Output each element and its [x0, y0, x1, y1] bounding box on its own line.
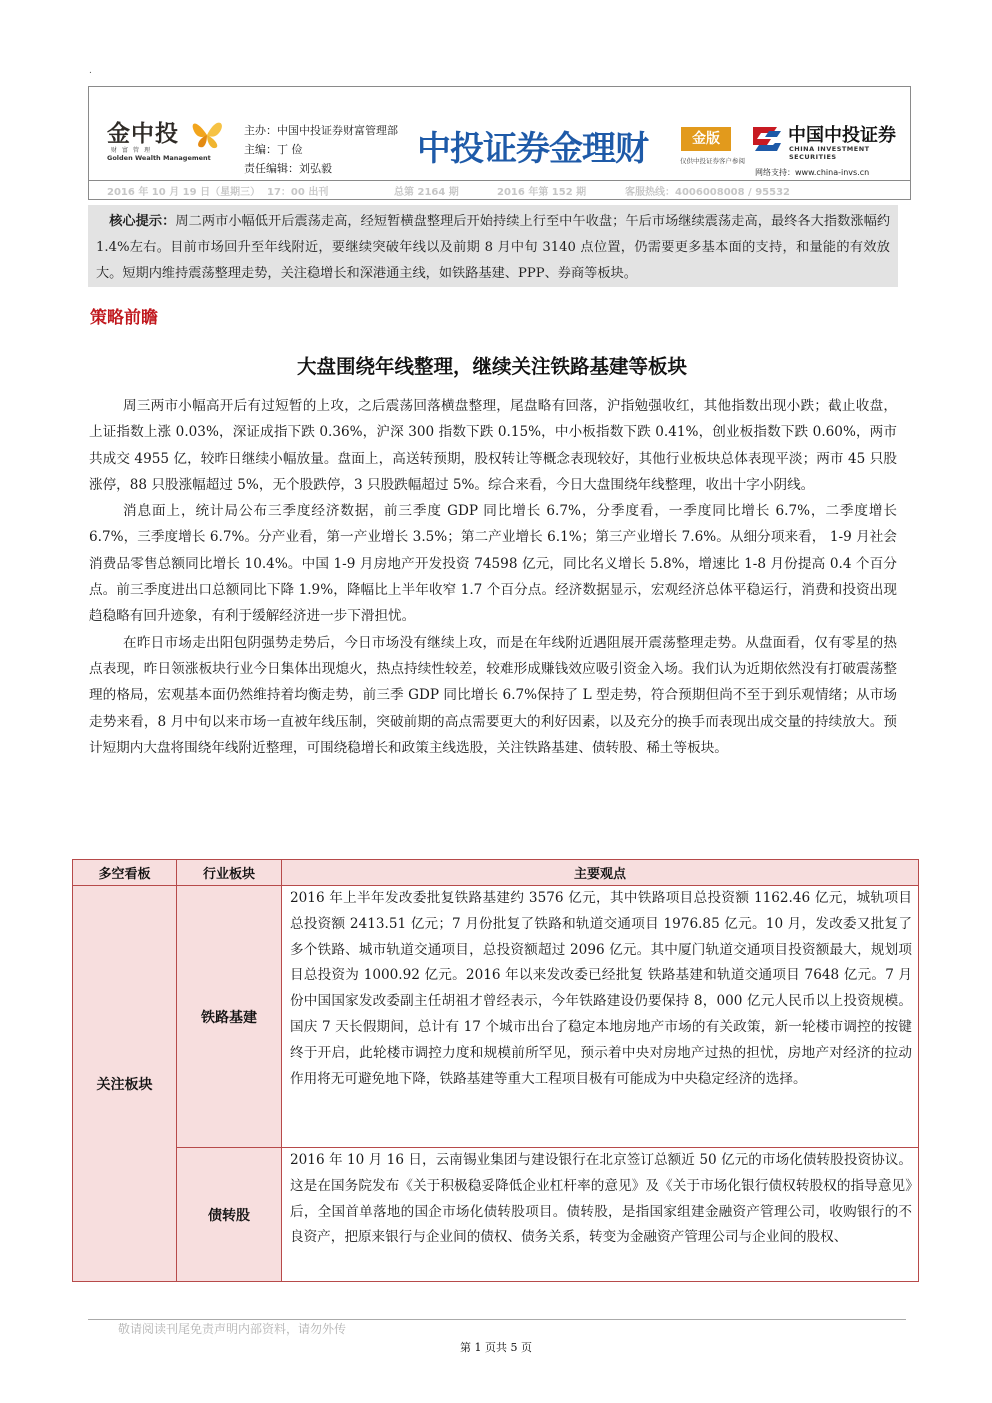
section-title: 策略前瞻 [90, 308, 158, 328]
table-header-row [73, 860, 919, 886]
paragraph: 消息面上，统计局公布三季度经济数据，前三季度 GDP 同比增长 6.7%，分季度看，一季度同比增长 6.7%，二季度增长 6.7%，三季度增长 6.7%。分产业看，第一产业增长 3.5%；第二产业增长 6.1%；第三产业增长 7.6%。从细分项来看， 1-9 月社会消费品零售总额同比增长 10.4%。中国 1-9 月房地产开发投资 74598 亿元，同比名义增长 5.8%，增速比 1-8 月份提高 0.4 个百分点。前三季度进出口总额同比下降 1.9%，降幅比上半年收窄 1.7 个百分点。经济数据显示，宏观经济总体平稳运行，消费和投资出现趋稳略有回升迹象，有利于缓解经济进一步下滑担忧。 [89, 503, 897, 625]
company-name-en: CHINA INVESTMENT SECURITIES [789, 145, 870, 161]
golden-wealth-logo [107, 115, 227, 165]
summary-text: 周二两市小幅低开后震荡走高，经短暂横盘整理后开始持续上行至中午收盘；午后市场继续震荡走高，最终各大指数涨幅约 1.4%左右。目前市场回升至年线附近，要继续突破年线以及前期 8 月中旬 3140 点位置，仍需要更多基本面的支持，和量能的有效放大。短期内维持震荡整理走势，关注稳增长和深港通主线，如铁路基建、PPP、券商等板块。 [96, 214, 891, 281]
core-summary-box [88, 205, 898, 287]
clients-only-note: 仅供中投证券客户参阅 [680, 157, 745, 165]
paragraph: 周三两市小幅高开后有过短暂的上攻，之后震荡回落横盘整理，尾盘略有回落，沪指勉强收红，其他指数出现小跌；截止收盘，上证指数上涨 0.03%，深证成指下跌 0.36%，沪深 300 指数下跌 0.15%，中小板指数下跌 0.41%，创业板指数下跌 0.60%，两市共成交 4955 亿，较昨日继续小幅放量。盘面上，高送转预期，股权转让等概念表现较好，其他行业板块总体表现平淡；两市 45 只股涨停，88 只股涨幅超过 5%，无个股跌停，3 只股跌幅超过 5%。综合来看，今日大盘围绕年线整理，收出十字小阴线。 [89, 398, 897, 493]
issue-time: 17：00 出刊 [267, 187, 329, 198]
sector-view: 2016 年 10 月 16 日，云南锡业集团与建设银行在北京签订总额近 50 亿元的市场化债转股投资协议。这是在国务院发布《关于积极稳妥降低企业杠杆率的意见》及《关于市场化银行债权转股权的指导意见》后，全国首单落地的国企市场化债转股项目。债转股，是指国家组建金融资产管理公司，收购银行的不良资产，把原来银行与企业间的债权、债务关系，转变为金融资产管理公司与企业间的股权、 [282, 1148, 919, 1282]
company-name-cn: 中国中投证券 [788, 125, 896, 146]
cis-emblem-icon [751, 123, 783, 153]
butterfly-icon [187, 113, 227, 153]
paragraph: 在昨日市场走出阳包阴强势走势后，今日市场没有继续上攻，而是在年线附近遇阻展开震荡整理走势。从盘面看，仅有零星的热点表现，昨日领涨板块行业今日集体出现熄火，热点持续性较差，较难形成赚钱效应吸引资金入场。我们认为近期依然没有打破震荡整理的格局，宏观基本面仍然维持着均衡走势，前三季 GDP 同比增长 6.7%保持了 L 型走势，符合预期但尚不至于到乐观情绪；从市场走势来看，8 月中旬以来市场一直被年线压制，突破前期的高点需要更大的利好因素，以及充分的换手而表现出成交量的持续放大。预计短期内大盘将围绕年线附近整理，可围绕稳增长和政策主线选股，关注铁路基建、债转股、稀土等板块。 [89, 634, 897, 756]
service-hotline: 客服热线：4006008008 / 95532 [625, 187, 790, 198]
gold-edition-badge: 金版 [681, 127, 731, 151]
masthead [88, 86, 911, 181]
article-body [89, 393, 897, 761]
sector-view: 2016 年上半年发改委批复铁路基建约 3576 亿元，其中铁路项目总投资额 1162.46 亿元，城轨项目总投资额 2413.51 亿元；7 月份批复了铁路和轨道交通项目 1976.85 亿元。10 月，发改委又批复了多个铁路、城市轨道交通项目，总投资额超过 2096 亿元。其中厦门轨道交通项目投资额最大，规划项目总投资为 1000.92 亿元。2016 年以来发改委已经批复 铁路基建和轨道交通项目 7648 亿元。7 月份中国国家发改委副主任胡祖才曾经表示，今年铁路建设仍要保持 8，000 亿元人民币以上投资规模。国庆 7 天长假期间，总计有 17 个城市出台了稳定本地房地产市场的有关政策，新一轮楼市调控的按键终于开启，此轮楼市调控力度和规模前所罕见，预示着中央对房地产过热的担忧，房地产对经济的拉动作用将无可避免地下降，铁路基建等重大工程项目极有可能成为中央稳定经济的选择。 [282, 886, 919, 1148]
page-number: 第 1 页共 5 页 [460, 1341, 532, 1354]
sponsor-line: 主办：中国中投证券财富管理部 [244, 124, 398, 137]
header-stance: 多空看板 [73, 860, 177, 886]
responsible-editor-line: 责任编辑：刘弘毅 [244, 162, 332, 175]
logo-subtitle-en: Golden Wealth Management [107, 154, 211, 162]
table-row [73, 886, 919, 1148]
logo-subtitle-cn: 财富管理 [111, 147, 156, 154]
total-issue-number: 总第 2164 期 [394, 187, 459, 198]
sector-name: 铁路基建 [177, 886, 282, 1148]
article-headline: 大盘围绕年线整理，继续关注铁路基建等板块 [296, 355, 687, 378]
issue-info-bar [88, 180, 911, 200]
corner-mark: . [89, 66, 92, 76]
year-issue-number: 2016 年第 152 期 [497, 187, 587, 198]
editor-credits [244, 121, 398, 178]
logo-text: 金中投 [107, 121, 179, 147]
header-sector: 行业板块 [177, 860, 282, 886]
focus-sectors-cell: 关注板块 [73, 886, 177, 1282]
summary-label: 核心提示： [109, 214, 176, 229]
sector-view-table [72, 859, 919, 1282]
sector-name: 债转股 [177, 1148, 282, 1282]
publication-title: 中投证券金理财 [417, 129, 648, 169]
header-view: 主要观点 [282, 860, 919, 886]
footer-disclaimer: 敬请阅读刊尾免责声明内部资料，请勿外传 [118, 1322, 347, 1336]
chief-editor-line: 主编：丁 俭 [244, 143, 303, 156]
website-link[interactable]: 网络支持：www.china-invs.cn [755, 168, 870, 177]
table-row [73, 1148, 919, 1282]
china-investment-securities-logo [751, 123, 911, 177]
issue-date: 2016 年 10 月 19 日（星期三） [107, 187, 261, 198]
